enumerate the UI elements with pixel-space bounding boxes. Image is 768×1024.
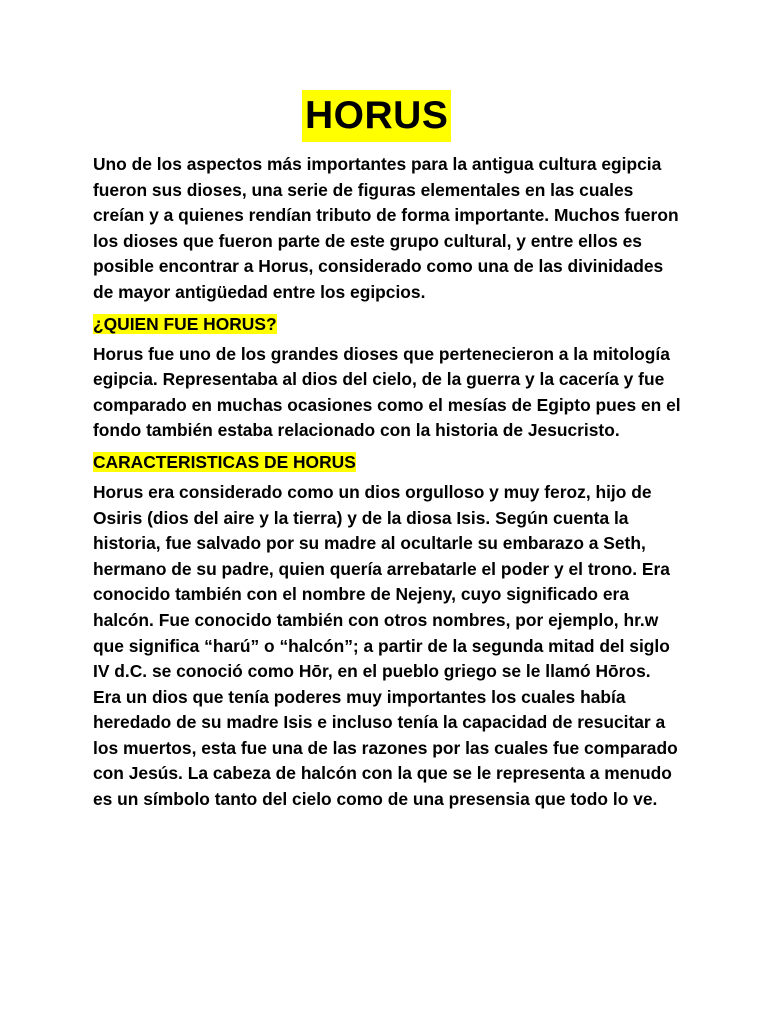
heading-highlight: CARACTERISTICAS DE HORUS — [93, 451, 356, 472]
section-heading-caracteristicas — [93, 451, 683, 473]
heading-highlight: ¿QUIEN FUE HORUS? — [93, 313, 277, 334]
quien-fue-horus-paragraph: Horus fue uno de los grandes dioses que pertenecieron a la mitología egipcia. Representaba al dios del cielo, de la guerra y la cacería y fue comparado en muchas ocasiones como el mesías de Egipto pues en el fondo también estaba relacionado con la historia de Jesucristo. — [93, 343, 681, 441]
document-body — [93, 152, 683, 813]
document-title: HORUS — [302, 90, 451, 142]
section-heading-quien-fue-horus — [93, 313, 683, 335]
intro-paragraph: Uno de los aspectos más importantes para la antigua cultura egipcia fueron sus dioses, una serie de figuras elementales en las cuales creían y a quienes rendían tributo de forma importante. Muchos fueron los dioses que fueron parte de este grupo cultural, y entre ellos es posible encontrar a Horus, considerado como una de las divinidades de mayor antigüedad entre los egipcios. — [93, 154, 679, 302]
caracteristicas-paragraph: Horus era considerado como un dios orgulloso y muy feroz, hijo de Osiris (dios del aire y la tierra) y de la diosa Isis. Según cuenta la historia, fue salvado por su madre al ocultarle su embarazo a Seth, hermano de su padre, quien quería arrebatarle el poder y el trono. Era conocido también con el nombre de Nejeny, cuyo significado era halcón. Fue conocido también con otros nombres, por ejemplo, hr.w que significa “harú” o “halcón”; a partir de la segunda mitad del siglo IV d.C. se conoció como Hōr, en el pueblo griego se le llamó Hōros. Era un dios que tenía poderes muy importantes los cuales había heredado de su madre Isis e incluso tenía la capacidad de resucitar a los muertos, esta fue una de las razones por las cuales fue comparado con Jesús. La cabeza de halcón con la que se le representa a menudo es un símbolo tanto del cielo como de una presensia que todo lo ve. — [93, 481, 678, 810]
